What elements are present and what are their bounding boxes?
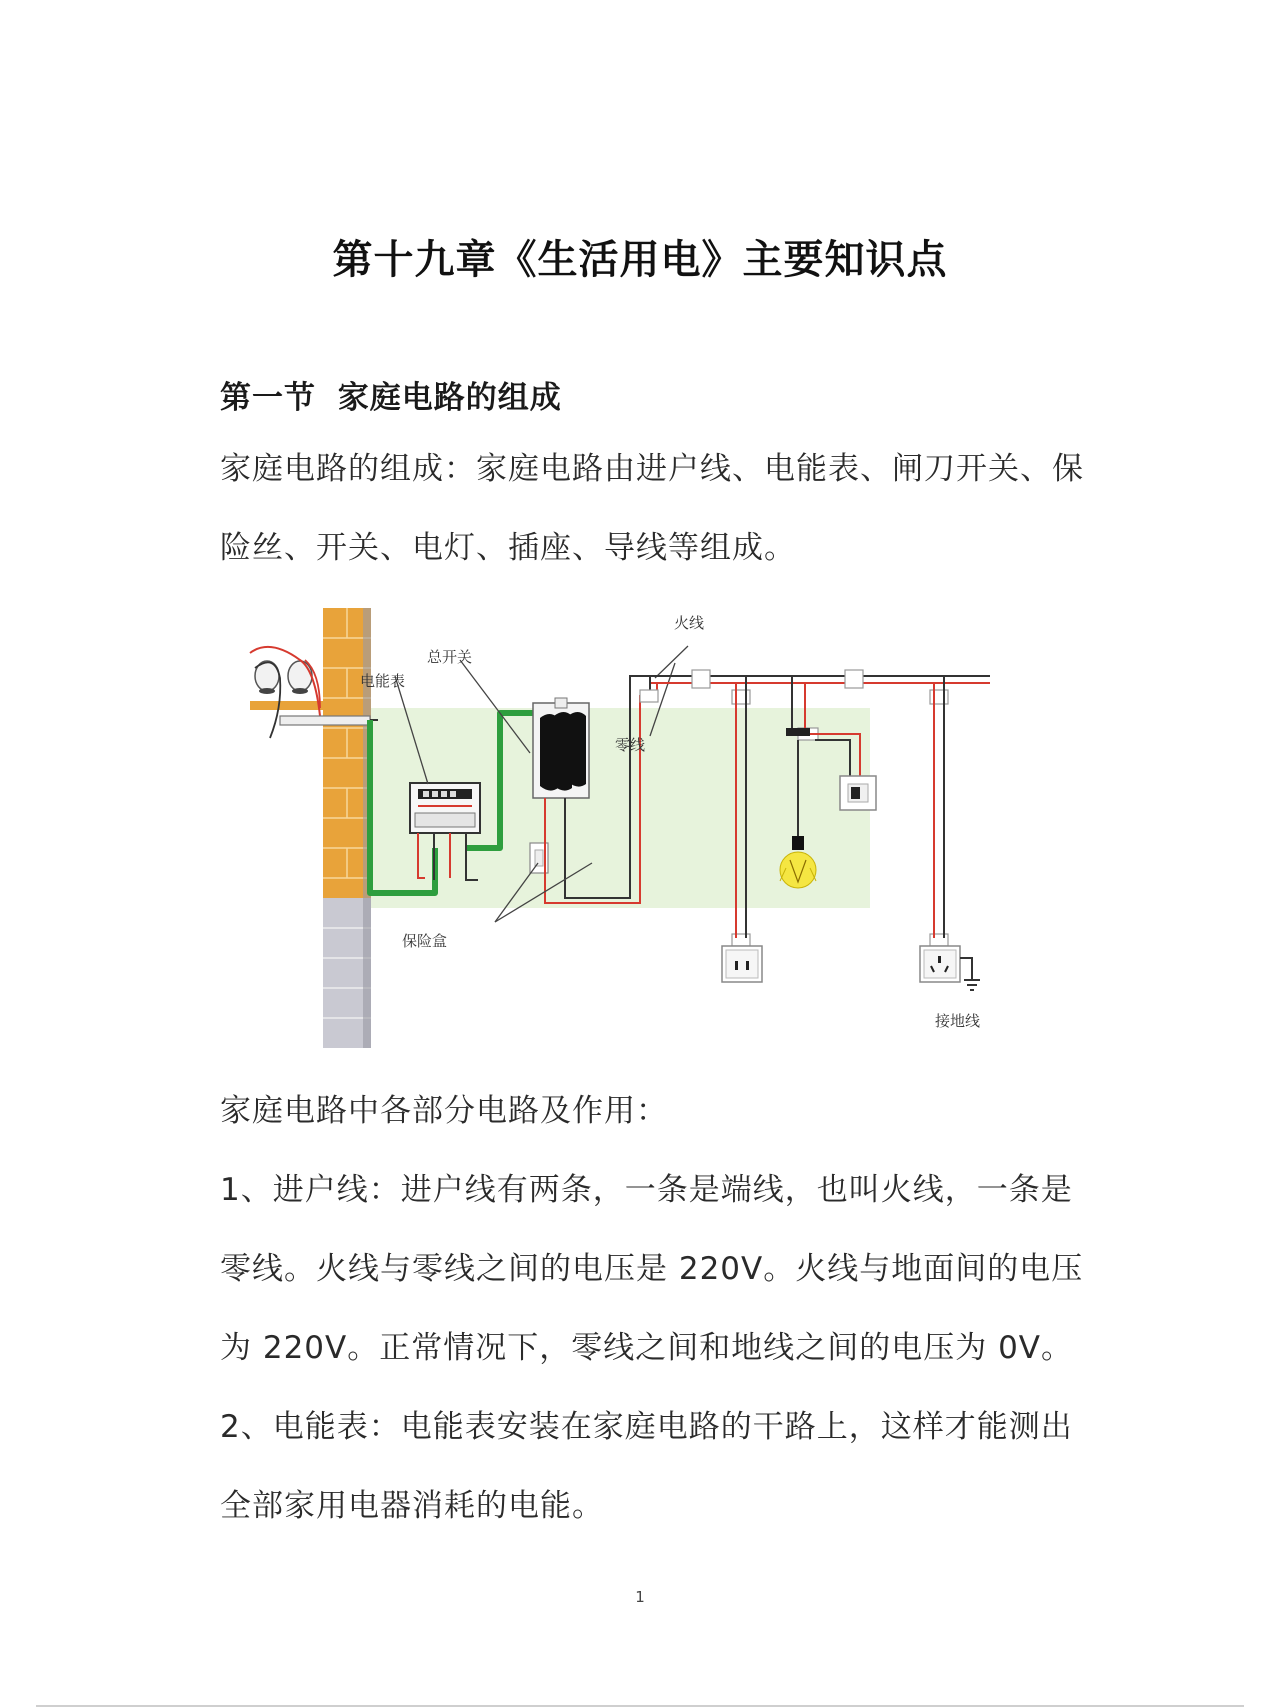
household-circuit-diagram: [220, 598, 1025, 1053]
paragraph-circuit-composition: 家庭电路的组成：家庭电路由进户线、电能表、闸刀开关、保险丝、开关、电灯、插座、导线等组成。: [220, 451, 1084, 566]
paragraph-energy-meter: 2、电能表：电能表安装在家庭电路的干路上，这样才能测出全部家用电器消耗的电能。: [220, 1409, 1073, 1524]
three-pin-outlet: [920, 946, 960, 982]
page-number: 1: [635, 1588, 645, 1606]
energy-meter: [410, 783, 480, 833]
section-heading: 第一节 家庭电路的组成: [220, 380, 562, 416]
two-pin-outlet: [722, 946, 762, 982]
wall-switch: [840, 776, 876, 810]
label-fuse-box: 保险盒: [402, 932, 448, 950]
ground-symbol: [960, 958, 980, 990]
ceiling-rose: [786, 728, 810, 736]
document-title: 第十九章《生活用电》主要知识点: [332, 237, 948, 283]
label-main-switch: 总开关: [427, 648, 473, 666]
paragraph-service-entrance: 1、进户线：进户线有两条，一条是端线，也叫火线，一条是零线。火线与零线之间的电压是 220V。火线与地面间的电压为 220V。正常情况下，零线之间和地线之间的电压为 0V。: [220, 1172, 1084, 1366]
paragraph-circuit-parts-intro: 家庭电路中各部分电路及作用：: [220, 1093, 668, 1129]
main-switch: [533, 698, 589, 798]
label-neutral-wire: 零线: [615, 736, 646, 754]
label-energy-meter: 电能表: [360, 672, 406, 690]
label-ground-wire: 接地线: [935, 1012, 981, 1030]
label-live-wire: 火线: [674, 614, 705, 632]
